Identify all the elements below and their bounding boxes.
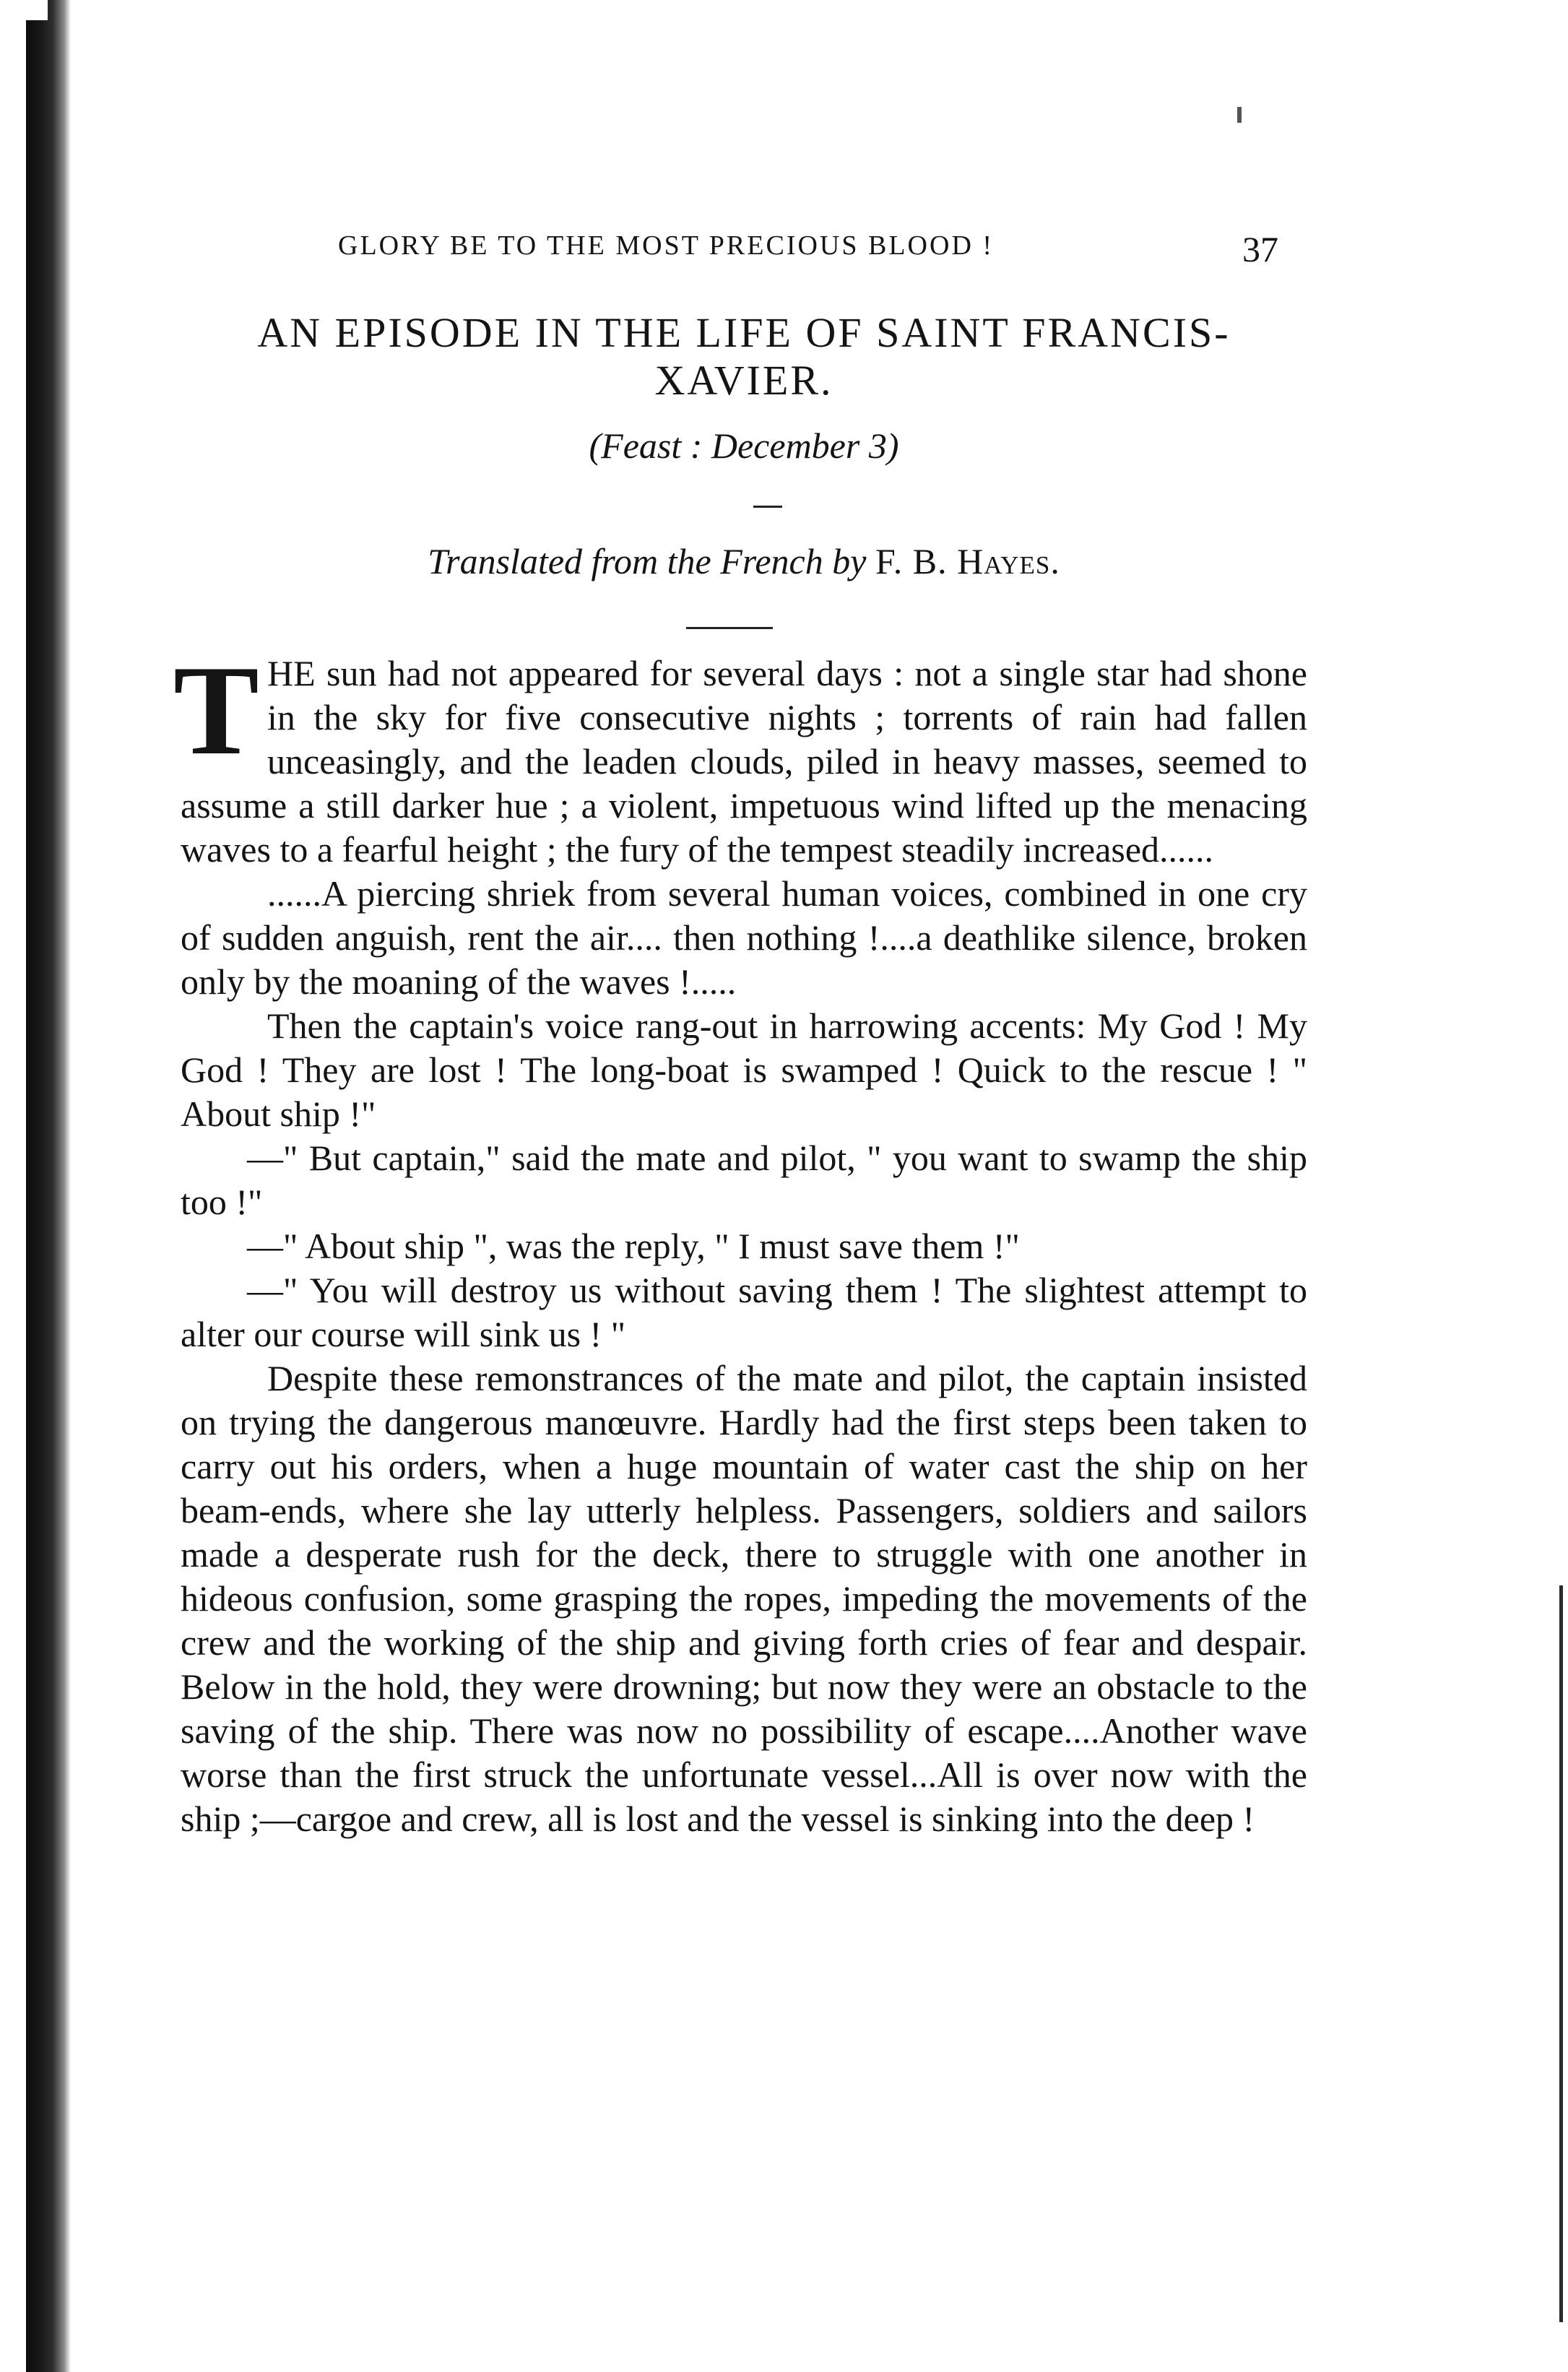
paragraph-3: Then the captain's voice rang-out in harrowing accents: My God ! My God ! They are lost ! The long-boat is swamped ! Quick to the rescue ! " About ship !" <box>181 1005 1307 1134</box>
translator-name: F. B. Hayes. <box>875 541 1060 581</box>
paragraph-7: Despite these remonstrances of the mate and pilot, the captain insisted on trying the dangerous manœuvre. Hardly had the first steps been taken to carry out his orders, when a huge mountain of water cast the ship on her beam-ends, where she lay utterly helpless. Passengers, soldiers and sailors made a desperate rush for the deck, there to struggle with one another in hideous confusion, some grasping the ropes, impeding the movements of the crew and the working of the ship and giving forth cries of fear and despair. Below in the hold, they were drowning; but now they were an obstacle to the saving of the ship. There was now no possibility of escape....Another wave worse than the first struck the unfortunate vessel...All is over now with the ship ;—cargoe and crew, all is lost and the vessel is sinking into the deep ! <box>181 1358 1307 1839</box>
article-title: AN EPISODE IN THE LIFE OF SAINT FRANCIS-XAVIER. <box>257 309 1231 404</box>
drop-cap: T <box>173 639 259 782</box>
binding-edge <box>26 0 71 2372</box>
section-rule <box>686 627 773 629</box>
paragraph-2: ......A piercing shriek from several human voices, combined in one cry of sudden anguish, rent the air.... then nothing !....a deathlike silence, broken only by the moaning of the waves !..... <box>181 873 1307 1002</box>
paragraph-6: —" You will destroy us without saving them ! The slightest attempt to alter our course will sink us ! " <box>181 1270 1307 1354</box>
article-body <box>173 639 1307 1841</box>
page-number: 37 <box>1242 229 1278 269</box>
paragraph-1 <box>173 639 1307 872</box>
binding-notch <box>26 0 48 20</box>
paragraph-4: —" But captain," said the mate and pilot, " you want to swamp the ship too !" <box>181 1138 1307 1222</box>
paragraph-1-text: HE sun had not appeared for several days : not a single star had shone in the sky for five consecutive nights ; torrents of rain had fallen unceasingly, and the leaden clouds, piled in heavy masses, seemed to assume a still darker hue ; a violent, impetuous wind lifted up the menacing waves to a fearful height ; the fury of the tempest steadily increased...... <box>181 653 1307 870</box>
right-margin-rule <box>1559 1585 1563 2322</box>
ornament-dash <box>753 506 782 508</box>
translator-line <box>181 540 1307 582</box>
page-speck <box>1237 107 1242 123</box>
feast-date: (Feast : December 3) <box>589 425 899 466</box>
paragraph-5: —" About ship ", was the reply, " I must save them !" <box>247 1226 1020 1266</box>
translator-prefix: Translated from the French by <box>428 541 867 581</box>
running-head: GLORY BE TO THE MOST PRECIOUS BLOOD ! <box>338 230 995 261</box>
